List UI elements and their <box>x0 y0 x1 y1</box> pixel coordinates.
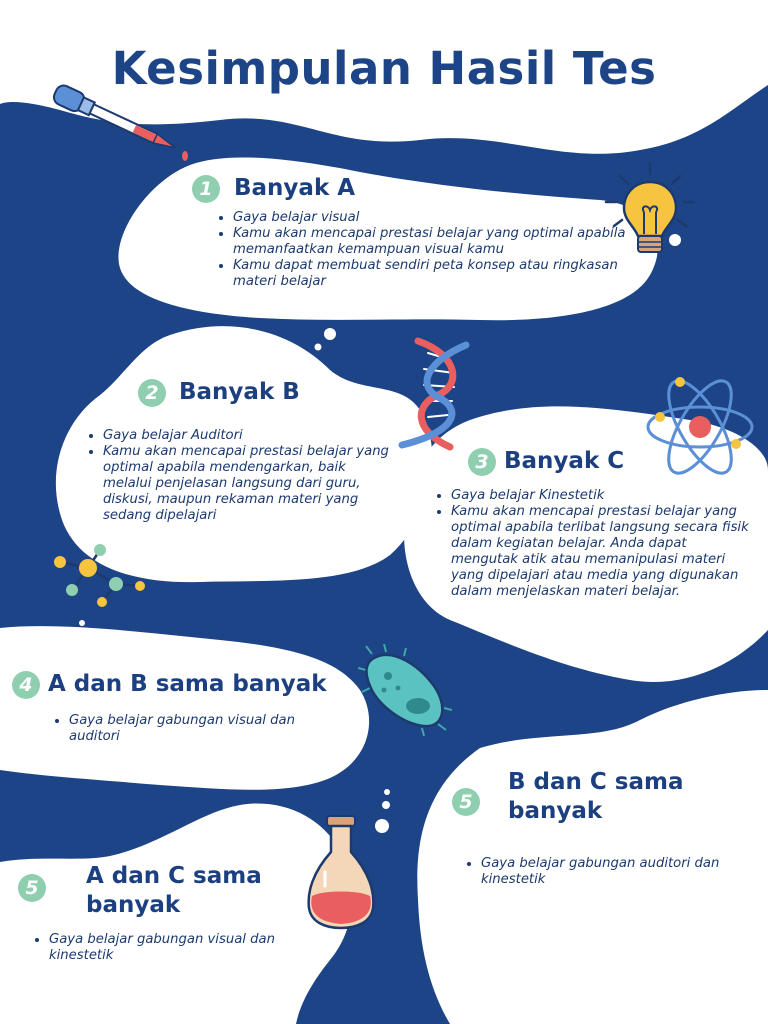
section-heading: A dan B sama banyak <box>48 671 327 697</box>
section-header <box>18 862 338 920</box>
section-header <box>12 670 372 699</box>
number-badge: 1 <box>192 175 220 203</box>
list-item: Gaya belajar Auditori <box>86 428 392 444</box>
section-heading: A dan C sama banyak <box>86 863 262 918</box>
bullet-list <box>86 428 392 524</box>
section-heading: Banyak B <box>179 379 300 405</box>
section-a-dan-b <box>12 670 372 745</box>
list-item: Gaya belajar gabungan visual dan auditori <box>52 713 322 745</box>
number-badge: 2 <box>138 379 166 407</box>
section-b-dan-c <box>452 768 752 888</box>
list-item: Gaya belajar Kinestetik <box>434 488 754 504</box>
section-heading: Banyak C <box>504 448 625 474</box>
page-title: Kesimpulan Hasil Tes <box>111 42 657 95</box>
bullet-list <box>216 210 632 290</box>
section-a-dan-c <box>18 862 338 964</box>
dropper-icon <box>40 82 190 164</box>
number-badge: 5 <box>18 874 46 902</box>
bullet-list <box>32 932 332 964</box>
bullet-list <box>434 488 754 600</box>
section-banyak-c <box>451 447 758 600</box>
number-badge: 5 <box>452 788 480 816</box>
section-header <box>192 174 632 203</box>
list-item: Kamu dapat membuat sendiri peta konsep atau ringkasan materi belajar <box>216 258 632 290</box>
list-item: Gaya belajar gabungan visual dan kinestetik <box>32 932 332 964</box>
list-item: Kamu akan mencapai prestasi belajar yang optimal apabila terlibat langsung secara fisik dalam kegiatan belajar. Anda dapat mengutak atik atau memanipulasi materi yang dipelajari atau media yang digunakan dalam menjelaskan materi belajar. <box>434 504 754 600</box>
list-item: Gaya belajar visual <box>216 210 632 226</box>
number-badge: 3 <box>468 448 496 476</box>
section-header <box>452 768 752 826</box>
bullet-list <box>464 856 754 888</box>
bullet-list <box>52 713 322 745</box>
molecule-icon <box>48 540 148 610</box>
section-heading: B dan C sama banyak <box>508 769 684 824</box>
list-item: Kamu akan mencapai prestasi belajar yang optimal apabila memanfaatkan kemampuan visual kamu <box>216 226 632 258</box>
bacteria-icon <box>358 644 452 736</box>
section-header <box>468 447 758 476</box>
section-banyak-a <box>192 174 632 290</box>
number-badge: 4 <box>12 671 40 699</box>
section-banyak-b <box>103 378 438 524</box>
section-header <box>138 378 438 407</box>
list-item: Kamu akan mencapai prestasi belajar yang optimal apabila mendengarkan, baik melalui penjelasan langsung dari guru, diskusi, maupun rekaman materi yang sedang dipelajari <box>86 444 392 524</box>
list-item: Gaya belajar gabungan auditori dan kinestetik <box>464 856 754 888</box>
section-heading: Banyak A <box>234 175 356 201</box>
